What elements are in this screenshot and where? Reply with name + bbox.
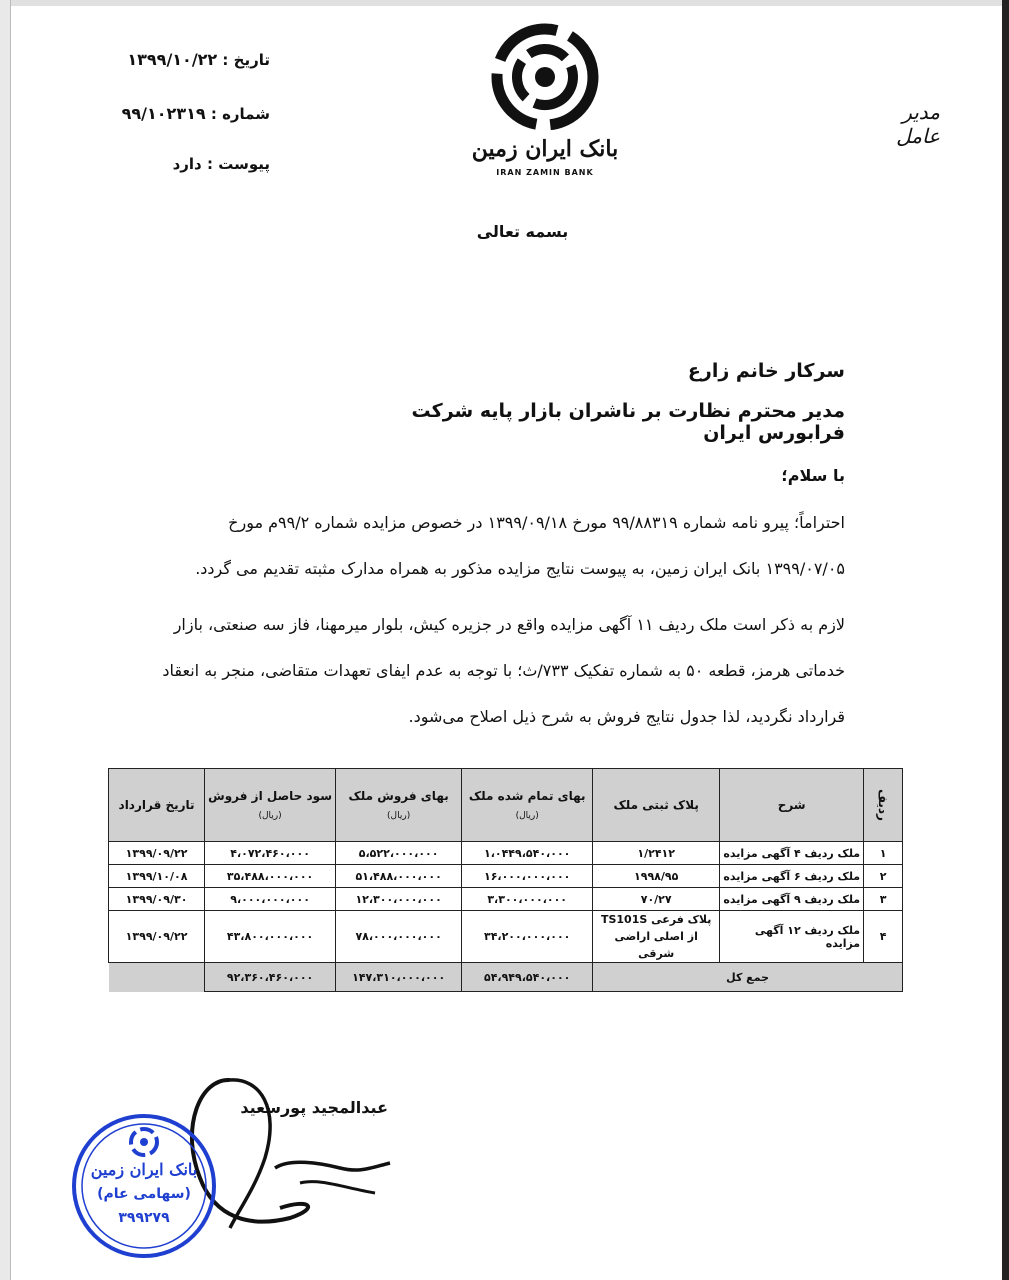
bank-logo [470,22,620,182]
invocation: بسمه تعالی [476,222,569,241]
col-header-contract-date: تاریخ قرارداد [109,769,205,842]
cell-plaque: پلاک فرعی TS101S از اصلی اراضی شرقی [593,911,720,963]
sales-table-wrapper [108,768,903,992]
cell-cost: ۳۴،۲۰۰،۰۰۰،۰۰۰ [462,911,593,963]
cell-description: ملک ردیف ۹ آگهی مزایده [720,888,864,911]
bank-logo-icon [470,22,620,132]
col-header-profit: سود حاصل از فروش (ریال) [205,769,336,842]
cell-contract-date: ۱۳۹۹/۰۹/۲۲ [109,842,205,865]
scan-right-edge [1002,0,1009,1280]
paragraph-2-line-3: قرارداد نگردید، لذا جدول نتایج فروش به شرح ذیل اصلاح می‌شود. [408,707,845,726]
cell-profit: ۴۳،۸۰۰،۰۰۰،۰۰۰ [205,911,336,963]
stamp-line-2: (سهامی عام) [97,1186,191,1202]
paragraph-1-line-2: ۱۳۹۹/۰۷/۰۵ بانک ایران زمین، به پیوست نتایج مزایده مذکور به همراه مدارک مثبته تقدیم می گردد. [195,559,845,578]
cell-contract-date: ۱۳۹۹/۰۹/۳۰ [109,888,205,911]
bank-name-en: IRAN ZAMIN BANK [496,168,594,177]
bank-stamp [70,1112,218,1260]
date-label: تاریخ : [222,51,270,69]
scan-top-edge [0,0,1009,6]
cell-row: ۴ [864,911,903,963]
sales-table [108,768,903,992]
paragraph-1 [118,500,845,592]
table-row [109,842,903,865]
col-header-plaque: پلاک ثبتی ملک [593,769,720,842]
bank-name-fa: بانک ایران زمین [471,136,619,162]
cell-row: ۱ [864,842,903,865]
total-cost: ۵۴،۹۴۹،۵۴۰،۰۰۰ [462,963,593,992]
total-label: جمع کل [593,963,903,992]
col-header-row: ردیف [864,769,903,842]
paragraph-1-line-1: احتراماً؛ پیرو نامه شماره ۹۹/۸۸۳۱۹ مورخ ۱۳۹۹/۰۹/۱۸ در خصوص مزایده شماره ۹۹/۲م مورخ [228,513,845,532]
attachment-label: پیوست : [206,155,270,173]
cell-description: ملک ردیف ۶ آگهی مزایده [720,865,864,888]
cell-plaque: ۱۹۹۸/۹۵ [593,865,720,888]
cell-contract-date: ۱۳۹۹/۱۰/۰۸ [109,865,205,888]
cell-profit: ۹،۰۰۰،۰۰۰،۰۰۰ [205,888,336,911]
number-label: شماره : [210,105,270,123]
date-field [120,50,270,74]
cell-sale-price: ۵۱،۴۸۸،۰۰۰،۰۰۰ [336,865,462,888]
attachment-field [160,155,270,179]
total-profit: ۹۲،۳۶۰،۴۶۰،۰۰۰ [205,963,336,992]
addressee-name: سرکار خانم زارع [687,360,845,382]
cell-profit: ۴،۰۷۲،۴۶۰،۰۰۰ [205,842,336,865]
paragraph-2-line-2: خدماتی هرمز، قطعه ۵۰ به شماره تفکیک ۷۳۳/ث؛ با توجه به عدم ایفای تعهدات متقاضی، منجر به انعقاد [162,661,845,680]
number-field [120,104,270,128]
cell-row: ۳ [864,888,903,911]
scan-left-edge [0,0,11,1280]
stamp-line-3: ۳۹۹۲۷۹ [118,1210,170,1226]
col-header-description: شرح [720,769,864,842]
cell-row: ۲ [864,865,903,888]
cell-sale-price: ۷۸،۰۰۰،۰۰۰،۰۰۰ [336,911,462,963]
table-row [109,911,903,963]
cell-cost: ۱۶،۰۰۰،۰۰۰،۰۰۰ [462,865,593,888]
cell-sale-price: ۵،۵۲۲،۰۰۰،۰۰۰ [336,842,462,865]
cell-profit: ۳۵،۴۸۸،۰۰۰،۰۰۰ [205,865,336,888]
addressee-title: مدیر محترم نظارت بر ناشران بازار پایه شرکت فرابورس ایران [411,400,845,444]
col-header-sale-price: بهای فروش ملک (ریال) [336,769,462,842]
total-sale-price: ۱۴۷،۳۱۰،۰۰۰،۰۰۰ [336,963,462,992]
greeting: با سلام؛ [781,466,845,485]
paragraph-2 [118,602,845,740]
cell-description: ملک ردیف ۱۲ آگهی مزایده [720,911,864,963]
attachment-value: دارد [172,155,202,173]
cell-plaque: ۱/۲۴۱۲ [593,842,720,865]
stamp-line-1: بانک ایران زمین [90,1160,198,1179]
signatory-name: عبدالمجید پورسعید [240,1098,388,1117]
total-empty-cell [109,963,205,992]
date-value: ۱۳۹۹/۱۰/۲۲ [127,50,218,69]
number-value: ۹۹/۱۰۲۳۱۹ [121,104,206,123]
table-row [109,888,903,911]
table-header-row [109,769,903,842]
cell-plaque: ۷۰/۲۷ [593,888,720,911]
table-total-row [109,963,903,992]
table-row [109,865,903,888]
handwritten-note: مدیر عامل [896,100,940,148]
paragraph-2-line-1: لازم به ذکر است ملک ردیف ۱۱ آگهی مزایده واقع در جزیره کیش، بلوار میرمهنا، فاز سه صنعتی، بازار [173,615,845,634]
cell-description: ملک ردیف ۴ آگهی مزایده [720,842,864,865]
cell-cost: ۳،۳۰۰،۰۰۰،۰۰۰ [462,888,593,911]
cell-cost: ۱،۰۴۴۹،۵۴۰،۰۰۰ [462,842,593,865]
cell-sale-price: ۱۲،۳۰۰،۰۰۰،۰۰۰ [336,888,462,911]
cell-contract-date: ۱۳۹۹/۰۹/۲۲ [109,911,205,963]
col-header-cost: بهای تمام شده ملک (ریال) [462,769,593,842]
